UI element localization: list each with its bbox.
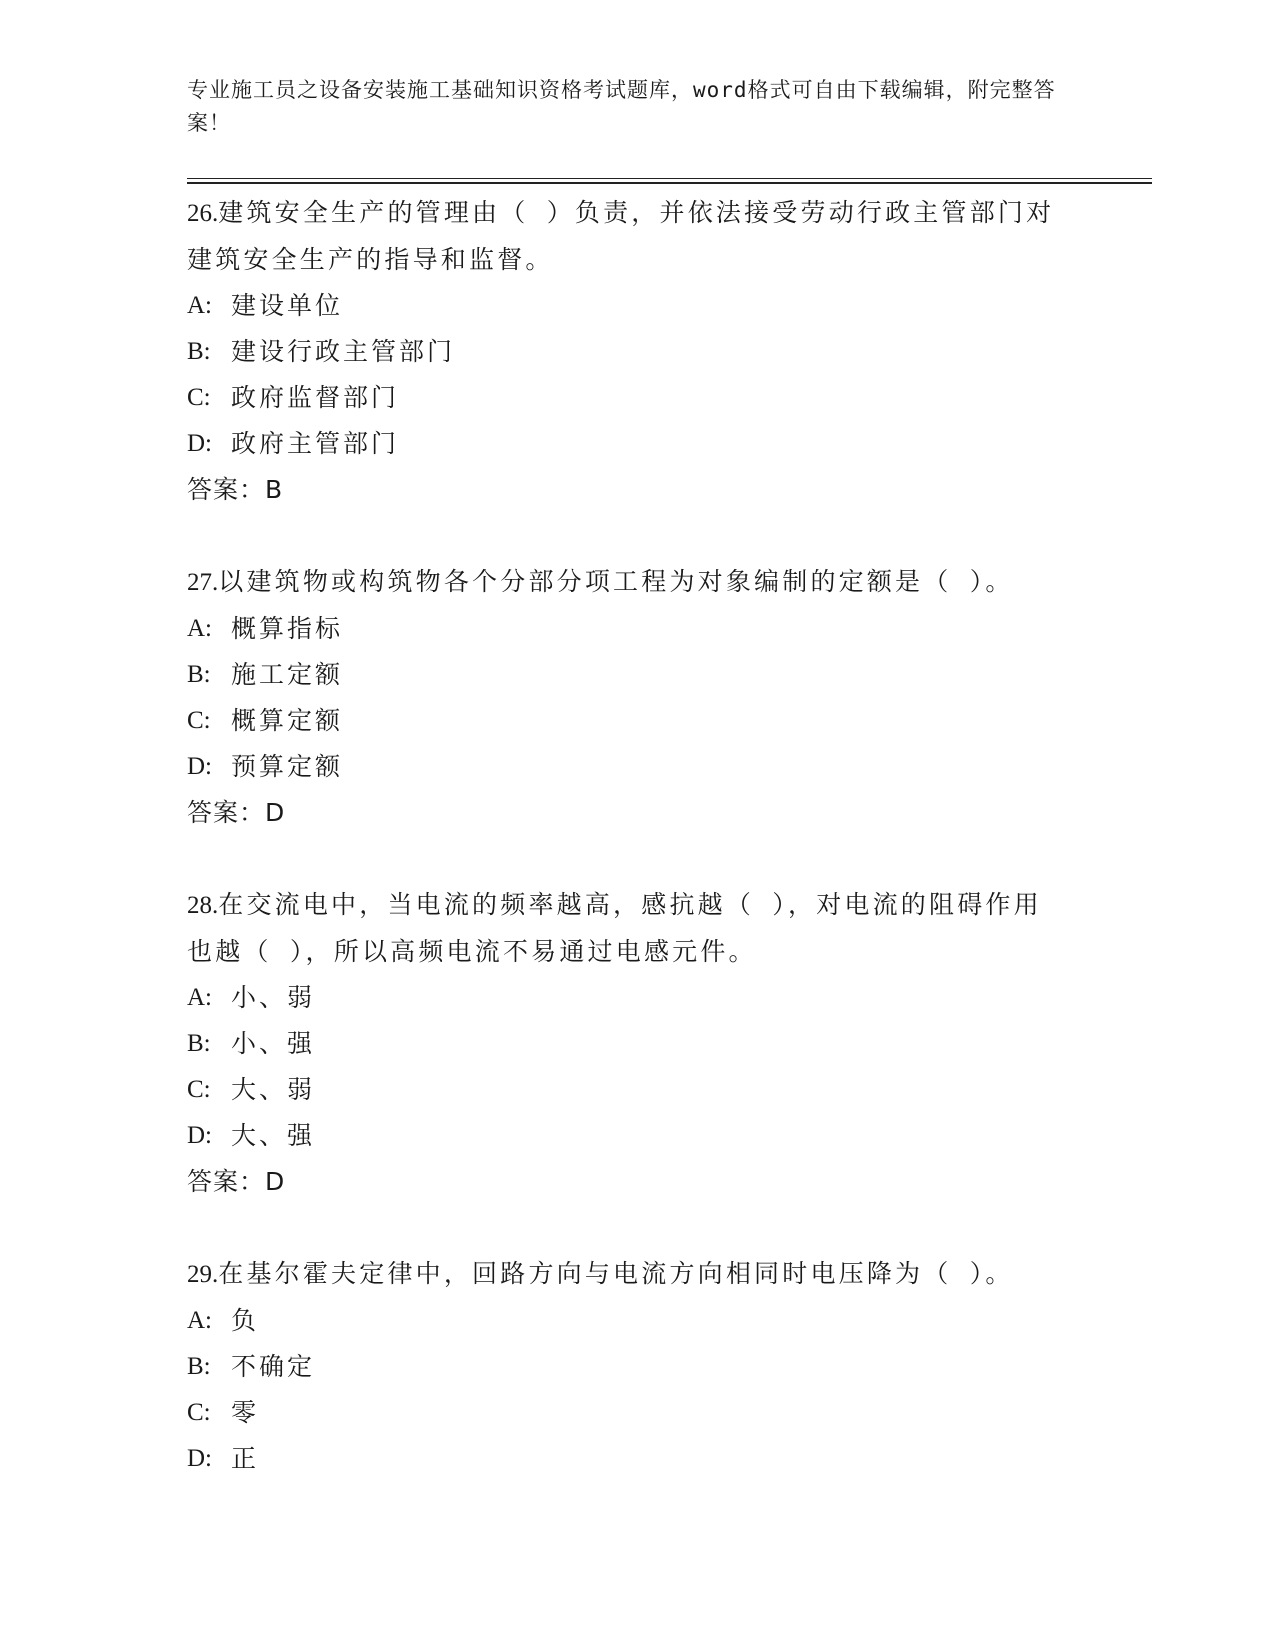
question-text: 建筑安全生产的管理由（ ）负责，并依法接受劳动行政主管部门对建筑安全生产的指导和监督。	[187, 198, 1055, 274]
option-a	[187, 1298, 1067, 1344]
question-stem	[187, 559, 1067, 606]
option-text: 正	[231, 1444, 260, 1473]
option-d	[187, 1113, 1067, 1159]
question-29	[187, 1251, 1067, 1482]
option-key: D:	[187, 430, 212, 457]
option-c	[187, 1390, 1067, 1436]
answer-line: 答案：D	[187, 798, 286, 827]
option-text: 政府监督部门	[231, 383, 400, 412]
question-28	[187, 882, 1067, 1205]
question-list	[187, 190, 1067, 1482]
option-key: C:	[187, 384, 211, 411]
option-key: A:	[187, 1307, 212, 1334]
question-number: 28.	[187, 892, 219, 919]
question-26	[187, 190, 1067, 513]
question-number: 29.	[187, 1261, 219, 1288]
question-number: 27.	[187, 569, 219, 596]
option-key: A:	[187, 615, 212, 642]
question-stem	[187, 1251, 1067, 1298]
question-text: 在交流电中，当电流的频率越高，感抗越（ ），对电流的阻碍作用也越（ ），所以高频电流不易通过电感元件。	[187, 890, 1042, 966]
question-text: 在基尔霍夫定律中，回路方向与电流方向相同时电压降为（ ）。	[218, 1259, 1014, 1288]
option-a	[187, 606, 1067, 652]
option-key: B:	[187, 1353, 211, 1380]
answer-line: 答案：B	[187, 475, 284, 504]
option-b	[187, 1021, 1067, 1067]
option-key: D:	[187, 1445, 212, 1472]
option-key: A:	[187, 984, 212, 1011]
option-text: 概算指标	[231, 614, 344, 643]
option-text: 负	[231, 1306, 260, 1335]
option-key: A:	[187, 292, 212, 319]
question-stem	[187, 190, 1067, 283]
option-d	[187, 421, 1067, 467]
option-text: 大、强	[231, 1121, 316, 1150]
option-b	[187, 652, 1067, 698]
option-key: D:	[187, 753, 212, 780]
option-key: C:	[187, 1076, 211, 1103]
header-divider-thin	[187, 178, 1152, 179]
option-key: B:	[187, 661, 211, 688]
option-text: 小、强	[231, 1029, 316, 1058]
option-text: 不确定	[231, 1352, 316, 1381]
option-text: 大、弱	[231, 1075, 316, 1104]
answer-line: 答案：D	[187, 1167, 286, 1196]
option-c	[187, 375, 1067, 421]
option-a	[187, 283, 1067, 329]
document-header: 专业施工员之设备安装施工基础知识资格考试题库，word格式可自由下载编辑，附完整答案！	[187, 78, 1056, 135]
header-divider-thick	[187, 182, 1152, 184]
option-text: 预算定额	[231, 752, 344, 781]
question-27	[187, 559, 1067, 836]
option-text: 小、弱	[231, 983, 316, 1012]
option-text: 建设单位	[231, 291, 344, 320]
option-a	[187, 975, 1067, 1021]
question-stem	[187, 882, 1067, 975]
option-key: C:	[187, 1399, 211, 1426]
option-key: B:	[187, 1030, 211, 1057]
option-b	[187, 329, 1067, 375]
question-number: 26.	[187, 200, 219, 227]
option-text: 政府主管部门	[231, 429, 400, 458]
option-b	[187, 1344, 1067, 1390]
option-key: B:	[187, 338, 211, 365]
option-text: 概算定额	[231, 706, 344, 735]
option-text: 零	[231, 1398, 260, 1427]
option-d	[187, 1436, 1067, 1482]
option-text: 建设行政主管部门	[231, 337, 456, 366]
question-text: 以建筑物或构筑物各个分部分项工程为对象编制的定额是（ ）。	[218, 567, 1014, 596]
option-c	[187, 1067, 1067, 1113]
option-key: D:	[187, 1122, 212, 1149]
option-key: C:	[187, 707, 211, 734]
option-text: 施工定额	[231, 660, 344, 689]
option-c	[187, 698, 1067, 744]
option-d	[187, 744, 1067, 790]
